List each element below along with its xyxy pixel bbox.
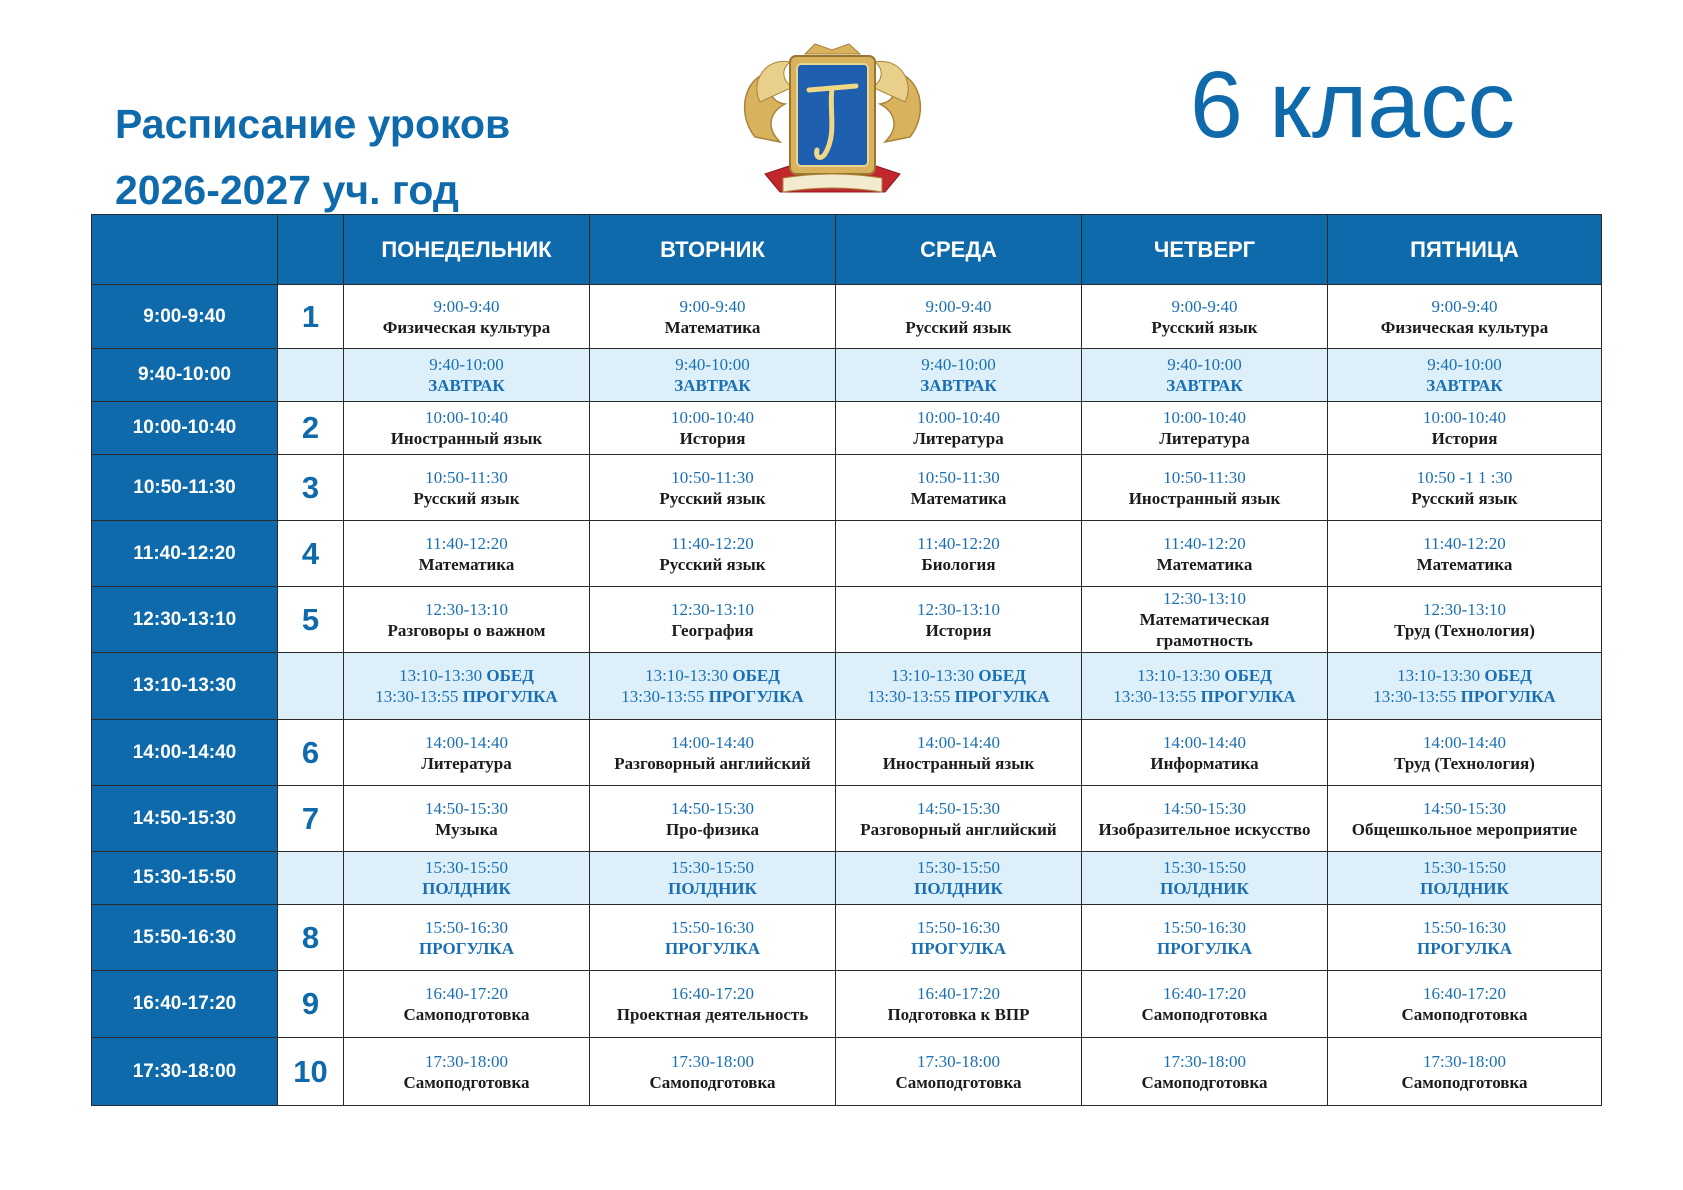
cell-subject: Самоподготовка	[1141, 1005, 1268, 1024]
schedule-cell	[836, 455, 1082, 521]
cell-subject: Труд (Технология)	[1394, 753, 1535, 773]
schedule-row	[92, 455, 1602, 521]
cell-subject: Труд (Технология)	[1394, 620, 1535, 640]
cell-subject: ПОЛДНИК	[1160, 879, 1249, 898]
schedule-row	[92, 852, 1602, 905]
lesson-number: 4	[278, 521, 344, 587]
row-time: 12:30-13:10	[92, 587, 278, 653]
cell-subject: Русский язык	[413, 488, 520, 508]
lesson-number: 3	[278, 455, 344, 521]
cell-subject: Математическая	[1139, 610, 1270, 629]
day-thursday: ЧЕТВЕРГ	[1082, 215, 1328, 285]
day-header-row	[92, 215, 1602, 285]
cell-time: 15:30-15:50	[1162, 858, 1247, 877]
cell-subject: Русский язык	[659, 554, 766, 574]
cell-time: 10:50-11:30	[1163, 467, 1246, 487]
cell-subject: ПОЛДНИК	[914, 879, 1003, 898]
lunch-line	[836, 665, 1081, 686]
cell-time: 11:40-12:20	[425, 533, 508, 553]
schedule-cell	[590, 905, 836, 971]
schedule-cell	[836, 1038, 1082, 1106]
schedule-cell	[1082, 852, 1328, 905]
walk-line	[1082, 686, 1327, 707]
schedule-cell	[590, 455, 836, 521]
walk-line	[1328, 686, 1601, 707]
schedule-cell	[344, 971, 590, 1038]
cell-subject: Разговорный английский	[614, 753, 811, 773]
cell-time: 10:00-10:40	[916, 408, 1001, 427]
schedule-cell	[1328, 455, 1602, 521]
schedule-cell	[1328, 905, 1602, 971]
cell-time: 16:40-17:20	[670, 984, 755, 1003]
cell-subject: Физическая культура	[382, 317, 551, 337]
lesson-number-header	[278, 215, 344, 285]
cell-time: 14:00-14:40	[670, 732, 755, 752]
walk-label: ПРОГУЛКА	[462, 687, 558, 706]
lunch-label: ОБЕД	[486, 666, 534, 685]
cell-subject: Математика	[1156, 554, 1253, 574]
walk-line	[836, 686, 1081, 707]
schedule-cell	[836, 852, 1082, 905]
schedule-row	[92, 349, 1602, 402]
cell-subject: Иностранный язык	[882, 753, 1035, 773]
cell-subject: ПОЛДНИК	[668, 879, 757, 898]
cell-time: 9:40-10:00	[675, 355, 750, 374]
schedule-cell	[1328, 285, 1602, 349]
cell-time: 16:40-17:20	[1422, 984, 1507, 1003]
lesson-number	[278, 852, 344, 905]
cell-time: 17:30-18:00	[670, 1051, 755, 1071]
schedule-row	[92, 521, 1602, 587]
school-year: 2026-2027 уч. год	[115, 167, 459, 213]
cell-subject: Самоподготовка	[1401, 1072, 1528, 1092]
row-time: 9:40-10:00	[92, 349, 278, 402]
cell-time: 9:00-9:40	[433, 296, 500, 316]
schedule-cell	[344, 852, 590, 905]
page-title: Расписание уроков	[115, 101, 511, 147]
schedule-cell	[836, 653, 1082, 720]
lesson-number: 1	[278, 285, 344, 349]
cell-subject: ЗАВТРАК	[920, 376, 997, 395]
lunch-label: ОБЕД	[1224, 666, 1272, 685]
cell-subject: Математика	[418, 554, 515, 574]
row-time: 15:50-16:30	[92, 905, 278, 971]
schedule-cell	[590, 653, 836, 720]
walk-line	[344, 686, 589, 707]
cell-time: 10:00-10:40	[1422, 408, 1507, 427]
cell-time: 10:00-10:40	[424, 408, 509, 427]
lunch-line	[1082, 665, 1327, 686]
cell-subject: Русский язык	[1151, 317, 1258, 337]
lunch-label: ОБЕД	[1484, 666, 1532, 685]
cell-time: 12:30-13:10	[424, 599, 509, 619]
cell-subject: ПОЛДНИК	[422, 879, 511, 898]
lunch-time: 13:10-13:30	[1397, 666, 1481, 685]
cell-time: 15:50-16:30	[1162, 917, 1247, 937]
cell-subject: Самоподготовка	[403, 1072, 530, 1092]
cell-subject: ЗАВТРАК	[1426, 376, 1503, 395]
schedule-cell	[836, 905, 1082, 971]
cell-time: 10:50-11:30	[917, 467, 1000, 487]
cell-time: 14:00-14:40	[1162, 732, 1247, 752]
cell-subject: География	[671, 620, 754, 640]
lesson-number: 9	[278, 971, 344, 1038]
cell-time: 9:40-10:00	[921, 355, 996, 374]
cell-subject: Самоподготовка	[403, 1005, 530, 1024]
cell-time: 15:30-15:50	[1422, 858, 1507, 877]
row-time: 10:50-11:30	[92, 455, 278, 521]
cell-time: 14:50-15:30	[1422, 798, 1507, 818]
cell-time: 15:30-15:50	[424, 858, 509, 877]
cell-time: 17:30-18:00	[1162, 1051, 1247, 1071]
schedule-cell	[836, 285, 1082, 349]
schedule-cell	[590, 786, 836, 852]
lunch-time: 13:10-13:30	[1137, 666, 1221, 685]
cell-time: 9:40-10:00	[1167, 355, 1242, 374]
schedule-row	[92, 285, 1602, 349]
schedule-row	[92, 1038, 1602, 1106]
cell-time: 11:40-12:20	[1423, 533, 1506, 553]
walk-label: ПРОГУЛКА	[954, 687, 1050, 706]
schedule-cell	[590, 587, 836, 653]
row-time: 14:00-14:40	[92, 720, 278, 786]
day-tuesday: ВТОРНИК	[590, 215, 836, 285]
schedule-cell	[1328, 1038, 1602, 1106]
row-time: 14:50-15:30	[92, 786, 278, 852]
schedule-row	[92, 587, 1602, 653]
cell-time: 16:40-17:20	[1162, 984, 1247, 1003]
cell-time: 15:50-16:30	[424, 917, 509, 937]
schedule-cell	[1082, 285, 1328, 349]
schedule-cell	[344, 905, 590, 971]
cell-subject: Русский язык	[905, 317, 1012, 337]
cell-time: 16:40-17:20	[424, 984, 509, 1003]
cell-time: 15:30-15:50	[670, 858, 755, 877]
day-friday: ПЯТНИЦА	[1328, 215, 1602, 285]
cell-subject: Проектная деятельность	[616, 1005, 809, 1024]
cell-time: 10:50-11:30	[425, 467, 508, 487]
cell-time: 9:00-9:40	[1171, 296, 1238, 316]
cell-time: 10:50-11:30	[671, 467, 754, 487]
schedule-cell	[344, 653, 590, 720]
cell-time: 14:00-14:40	[424, 732, 509, 752]
cell-time: 15:50-16:30	[1422, 917, 1507, 937]
walk-line	[590, 686, 835, 707]
row-time: 11:40-12:20	[92, 521, 278, 587]
cell-subject: Разговоры о важном	[387, 620, 546, 640]
schedule-cell	[590, 1038, 836, 1106]
lunch-line	[344, 665, 589, 686]
schedule-cell	[1328, 852, 1602, 905]
schedule-row	[92, 786, 1602, 852]
cell-subject: Самоподготовка	[649, 1072, 776, 1092]
schedule-cell	[1082, 905, 1328, 971]
cell-subject: ЗАВТРАК	[1166, 376, 1243, 395]
cell-time: 9:00-9:40	[679, 296, 746, 316]
lesson-number: 6	[278, 720, 344, 786]
cell-time: 14:50-15:30	[670, 798, 755, 818]
schedule-cell	[344, 402, 590, 455]
schedule-cell	[1328, 971, 1602, 1038]
schedule-cell	[344, 521, 590, 587]
schedule-cell	[836, 971, 1082, 1038]
cell-time: 11:40-12:20	[1163, 533, 1246, 553]
cell-subject: Русский язык	[1411, 488, 1518, 508]
cell-subject: ПРОГУЛКА	[910, 938, 1007, 958]
cell-time: 12:30-13:10	[1422, 599, 1507, 619]
cell-time: 10:50 -1 1 :30	[1416, 467, 1513, 487]
lesson-number: 8	[278, 905, 344, 971]
schedule-cell	[344, 1038, 590, 1106]
cell-time: 9:00-9:40	[1431, 296, 1498, 316]
cell-time: 9:40-10:00	[1427, 355, 1502, 374]
cell-subject: Математика	[1416, 554, 1513, 574]
cell-subject: Иностранный язык	[1128, 488, 1281, 508]
row-time: 16:40-17:20	[92, 971, 278, 1038]
schedule-cell	[590, 521, 836, 587]
cell-time: 17:30-18:00	[1422, 1051, 1507, 1071]
schedule-cell	[590, 971, 836, 1038]
cell-subject: Литература	[421, 753, 512, 773]
schedule-cell	[1082, 521, 1328, 587]
cell-time: 17:30-18:00	[424, 1051, 509, 1071]
lesson-number: 7	[278, 786, 344, 852]
walk-label: ПРОГУЛКА	[708, 687, 804, 706]
cell-subject: Русский язык	[659, 488, 766, 508]
schedule-cell	[1328, 587, 1602, 653]
schedule-cell	[1082, 455, 1328, 521]
walk-time: 13:30-13:55	[375, 687, 459, 706]
schedule-cell	[1082, 786, 1328, 852]
schedule-cell	[344, 285, 590, 349]
schedule-cell	[590, 285, 836, 349]
walk-label: ПРОГУЛКА	[1460, 687, 1556, 706]
row-time: 15:30-15:50	[92, 852, 278, 905]
day-monday: ПОНЕДЕЛЬНИК	[344, 215, 590, 285]
schedule-cell	[1328, 720, 1602, 786]
schedule-cell	[344, 587, 590, 653]
cell-subject: Музыка	[435, 819, 498, 839]
schedule-cell	[1082, 349, 1328, 402]
cell-time: 14:50-15:30	[424, 798, 509, 818]
lesson-number	[278, 349, 344, 402]
schedule-cell	[1328, 786, 1602, 852]
schedule-cell	[1328, 521, 1602, 587]
day-wednesday: СРЕДА	[836, 215, 1082, 285]
cell-subject: История	[679, 429, 746, 448]
row-time: 17:30-18:00	[92, 1038, 278, 1106]
schedule-cell	[590, 852, 836, 905]
lesson-number: 10	[278, 1038, 344, 1106]
row-time: 9:00-9:40	[92, 285, 278, 349]
cell-time: 12:30-13:10	[670, 599, 755, 619]
cell-time: 16:40-17:20	[916, 984, 1001, 1003]
schedule-cell	[836, 720, 1082, 786]
cell-subject-cont: грамотность	[1156, 631, 1253, 650]
cell-time: 9:00-9:40	[925, 296, 992, 316]
cell-subject: Биология	[921, 554, 996, 574]
walk-time: 13:30-13:55	[1373, 687, 1457, 706]
lunch-time: 13:10-13:30	[399, 666, 483, 685]
schedule-cell	[1082, 587, 1328, 653]
cell-subject: ЗАВТРАК	[428, 376, 505, 395]
schedule-cell	[836, 521, 1082, 587]
cell-subject: Разговорный английский	[860, 819, 1057, 839]
lunch-time: 13:10-13:30	[891, 666, 975, 685]
schedule-cell	[836, 349, 1082, 402]
lesson-number	[278, 653, 344, 720]
cell-time: 14:50-15:30	[916, 798, 1001, 818]
cell-time: 11:40-12:20	[917, 533, 1000, 553]
schedule-cell	[1082, 720, 1328, 786]
schedule-cell	[1328, 349, 1602, 402]
cell-subject: Литература	[913, 429, 1004, 448]
schedule-cell	[590, 349, 836, 402]
lesson-number: 5	[278, 587, 344, 653]
cell-time: 9:40-10:00	[429, 355, 504, 374]
cell-subject: Иностранный язык	[390, 429, 543, 448]
cell-time: 11:40-12:20	[671, 533, 754, 553]
school-crest-logo	[735, 42, 930, 207]
lunch-line	[1328, 665, 1601, 686]
cell-subject: Общешкольное мероприятие	[1351, 819, 1578, 839]
cell-subject: Информатика	[1150, 753, 1259, 773]
lesson-number: 2	[278, 402, 344, 455]
schedule-cell	[1328, 402, 1602, 455]
cell-time: 14:00-14:40	[1422, 732, 1507, 752]
cell-subject: Изобразительное искусство	[1098, 819, 1311, 839]
lunch-label: ОБЕД	[978, 666, 1026, 685]
cell-subject: Математика	[664, 317, 761, 337]
cell-subject: ПОЛДНИК	[1420, 879, 1509, 898]
lunch-line	[590, 665, 835, 686]
cell-time: 17:30-18:00	[916, 1051, 1001, 1071]
schedule-cell	[1082, 1038, 1328, 1106]
row-time: 13:10-13:30	[92, 653, 278, 720]
class-label: 6 класс	[1190, 52, 1516, 158]
schedule-cell	[1082, 971, 1328, 1038]
cell-subject: Про-физика	[665, 819, 760, 839]
corner-cell	[92, 215, 278, 285]
cell-subject: ЗАВТРАК	[674, 376, 751, 395]
schedule-table	[91, 214, 1602, 1106]
cell-subject: ПРОГУЛКА	[418, 938, 515, 958]
cell-time: 15:50-16:30	[670, 917, 755, 937]
schedule-row	[92, 905, 1602, 971]
walk-time: 13:30-13:55	[1113, 687, 1197, 706]
schedule-cell	[344, 455, 590, 521]
schedule-cell	[1082, 653, 1328, 720]
walk-time: 13:30-13:55	[867, 687, 951, 706]
cell-time: 15:50-16:30	[916, 917, 1001, 937]
schedule-cell	[836, 402, 1082, 455]
schedule-cell	[344, 720, 590, 786]
walk-label: ПРОГУЛКА	[1200, 687, 1296, 706]
cell-subject: История	[1431, 429, 1498, 448]
cell-subject: Самоподготовка	[895, 1072, 1022, 1092]
cell-subject: ПРОГУЛКА	[1156, 938, 1253, 958]
lunch-time: 13:10-13:30	[645, 666, 729, 685]
cell-time: 10:00-10:40	[1162, 408, 1247, 427]
schedule-row	[92, 971, 1602, 1038]
schedule-row	[92, 402, 1602, 455]
cell-subject: ПРОГУЛКА	[1416, 938, 1513, 958]
cell-subject: Самоподготовка	[1401, 1005, 1528, 1024]
schedule-cell	[344, 349, 590, 402]
walk-time: 13:30-13:55	[621, 687, 705, 706]
cell-time: 12:30-13:10	[1162, 589, 1247, 608]
schedule-cell	[590, 402, 836, 455]
cell-time: 12:30-13:10	[916, 599, 1001, 619]
cell-subject: Самоподготовка	[1141, 1072, 1268, 1092]
cell-time: 15:30-15:50	[916, 858, 1001, 877]
cell-subject: Физическая культура	[1380, 317, 1549, 337]
schedule-cell	[836, 786, 1082, 852]
schedule-row	[92, 653, 1602, 720]
cell-time: 14:50-15:30	[1162, 798, 1247, 818]
schedule-cell	[1082, 402, 1328, 455]
cell-subject: Подготовка к ВПР	[887, 1005, 1030, 1024]
cell-time: 10:00-10:40	[670, 408, 755, 427]
schedule-row	[92, 720, 1602, 786]
schedule-cell	[1328, 653, 1602, 720]
cell-subject: ПРОГУЛКА	[664, 938, 761, 958]
cell-time: 14:00-14:40	[916, 732, 1001, 752]
schedule-cell	[836, 587, 1082, 653]
cell-subject: Литература	[1159, 429, 1250, 448]
schedule-cell	[590, 720, 836, 786]
schedule-cell	[344, 786, 590, 852]
lunch-label: ОБЕД	[732, 666, 780, 685]
row-time: 10:00-10:40	[92, 402, 278, 455]
cell-subject: Математика	[910, 488, 1007, 508]
cell-subject: История	[925, 620, 992, 640]
